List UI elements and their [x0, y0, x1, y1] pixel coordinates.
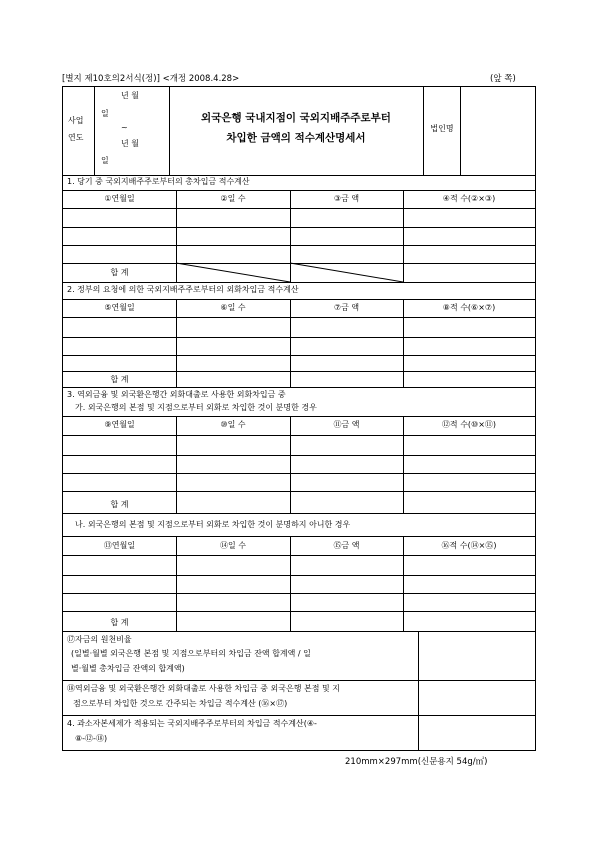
s1-col-product: ④적 수(②×③): [442, 194, 496, 203]
s3b-total-label: 합 계: [110, 618, 129, 627]
period-start-day: 일: [101, 109, 109, 118]
divider: [63, 631, 535, 632]
section-2-title: 2. 정부의 요청에 의한 국외지배주주로부터의 외화차입금 적수계산: [67, 285, 299, 294]
s3a-total-label: 합 계: [110, 500, 129, 509]
divider: [176, 299, 177, 387]
divider: [403, 299, 404, 387]
s2-col-product: ⑧적 수(⑥×⑦): [442, 303, 496, 312]
paper-size-note: 210mm×297mm(신문용지 54g/㎡): [345, 757, 488, 767]
section-3a-title: 가. 외국은행의 본점 및 지점으로부터 외화로 차입한 것이 분명한 경우: [75, 403, 317, 412]
divider: [403, 536, 404, 631]
deemed-borrowing-label: ⑱역외금융 및 외국환은행간 외화대출로 사용한 차입금 중 외국은행 본점 및 지: [67, 684, 340, 693]
divider: [460, 87, 461, 175]
divider: [290, 299, 291, 387]
divider: [176, 416, 177, 513]
divider: [63, 299, 535, 300]
form-title: 차입한 금액의 적수계산명세서: [226, 132, 366, 144]
section-4-title: 4. 과소자본세제가 적용되는 국외지배주주로부터의 차입금 적수계산(④-: [67, 719, 317, 728]
table-row: [63, 355, 535, 356]
deemed-borrowing-label: 점으로부터 차입한 것으로 간주되는 차입금 적수계산 (⑯×⑰): [73, 699, 288, 708]
s2-col-days: ⑥일 수: [220, 303, 246, 312]
period-start-year-month: 년 월: [121, 91, 139, 100]
table-row: [63, 227, 535, 228]
s1-col-amount: ③금 액: [333, 194, 360, 203]
divider: [63, 680, 535, 681]
s3a-col-product: ⑫적 수(⑩×⑪): [441, 420, 497, 429]
table-row: [63, 611, 535, 612]
s1-total-label: 합 계: [110, 268, 129, 277]
divider: [63, 175, 535, 176]
divider: [290, 536, 291, 631]
s2-total-label: 합 계: [110, 375, 129, 384]
table-row: [63, 593, 535, 594]
fiscal-year-label: 사업: [68, 116, 84, 125]
s1-col-days: ②일 수: [220, 194, 246, 203]
section-4-title: ⑧-⑫-⑱): [75, 734, 108, 743]
page-side-label: (앞 쪽): [490, 74, 516, 84]
divider: [176, 536, 177, 631]
statement-form: [62, 86, 536, 751]
divider: [169, 87, 170, 175]
table-row: [63, 491, 535, 492]
divider: [403, 416, 404, 513]
divider: [63, 190, 535, 191]
form-title: 외국은행 국내지점이 국외지배주주로부터: [201, 112, 391, 124]
table-row: [63, 455, 535, 456]
s3a-col-amount: ⑪금 액: [333, 420, 360, 429]
table-row: [63, 435, 535, 436]
divider: [63, 513, 535, 514]
s2-col-amount: ⑦금 액: [333, 303, 360, 312]
divider: [63, 416, 535, 417]
total-strike: [176, 263, 403, 282]
section-3-title: 3. 역외금융 및 외국환은행간 외화대출로 사용한 외화차입금 중: [67, 390, 286, 399]
divider: [63, 536, 535, 537]
source-ratio-formula: 별·월별 총차입금 잔액의 합계액): [71, 664, 185, 673]
divider: [63, 282, 535, 283]
divider: [403, 190, 404, 282]
table-row: [63, 371, 535, 372]
section-3b-title: 나. 외국은행의 본점 및 지점으로부터 외화로 차입한 것이 분명하지 아니한 경우: [75, 520, 351, 529]
period-end-year-month: 년 월: [121, 139, 139, 148]
s3a-col-days: ⑩일 수: [220, 420, 246, 429]
period-end-day: 일: [101, 156, 109, 165]
s3b-col-product: ⑯적 수(⑭×⑮): [441, 541, 497, 550]
corporation-name-label: 법인명: [430, 124, 454, 133]
table-row: [63, 245, 535, 246]
source-ratio-formula: (일별·월별 외국은행 본점 및 지점으로부터의 차입금 잔액 합계액 / 일: [71, 649, 311, 658]
divider: [63, 387, 535, 388]
form-number: [별지 제10호의2서식(정)] <개정 2008.4.28>: [62, 74, 240, 84]
divider: [418, 631, 419, 750]
section-1-title: 1. 당기 중 국외지배주주로부터의 총차입금 적수계산: [67, 177, 250, 186]
s1-col-date: ①연월일: [104, 194, 135, 203]
fiscal-year-label: 연도: [68, 133, 84, 142]
table-row: [63, 337, 535, 338]
source-ratio-label: ⑰자금의 원천비율: [67, 635, 132, 644]
s2-col-date: ⑤연월일: [104, 303, 135, 312]
divider: [290, 416, 291, 513]
table-row: [63, 208, 535, 209]
s3a-col-date: ⑨연월일: [104, 420, 135, 429]
divider: [94, 87, 95, 175]
s3b-col-days: ⑭일 수: [220, 541, 246, 550]
s3b-col-amount: ⑮금 액: [333, 541, 360, 550]
divider: [63, 715, 535, 716]
table-row: [63, 575, 535, 576]
s3b-col-date: ⑬연월일: [103, 541, 136, 550]
period-tilde: ~: [121, 123, 128, 132]
table-row: [63, 317, 535, 318]
table-row: [63, 473, 535, 474]
table-row: [63, 555, 535, 556]
